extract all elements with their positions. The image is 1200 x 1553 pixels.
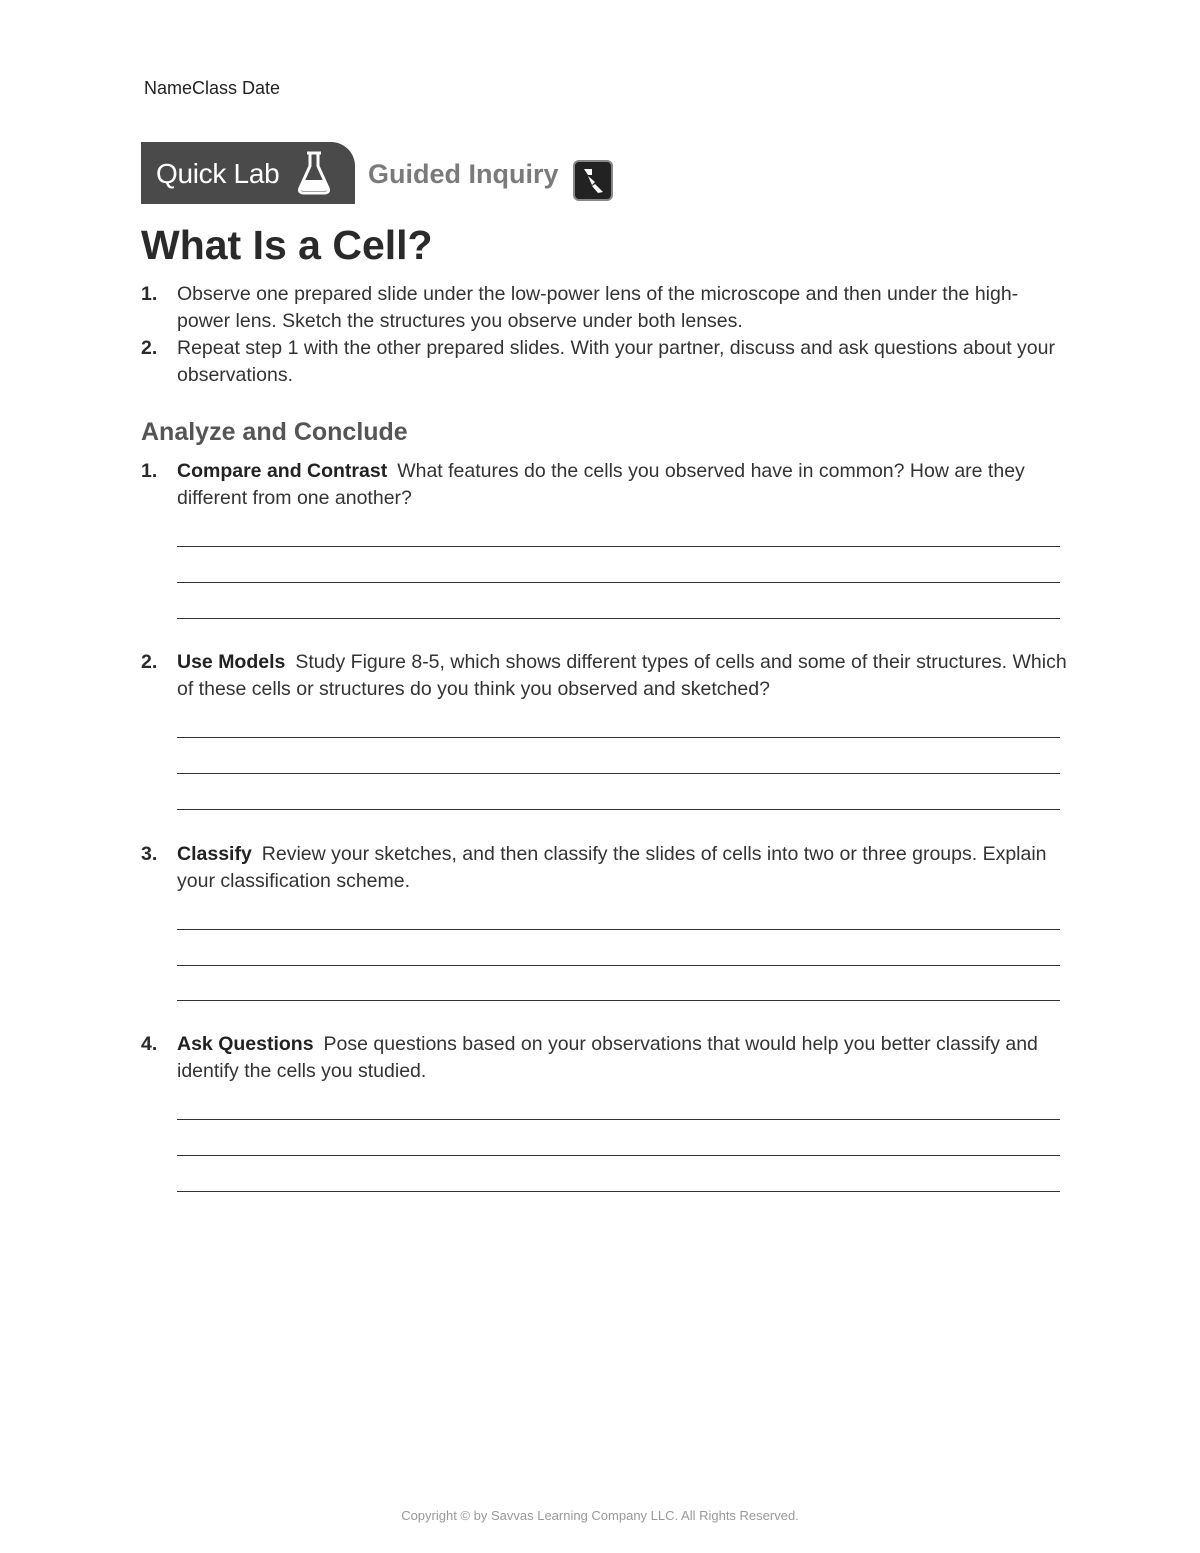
procedure-step (141, 281, 1071, 335)
question-text: Study Figure 8-5, which shows different types of cells and some of their structures. Which of these cells or structures do you think you observed and sketched? (177, 651, 1067, 700)
answer-line[interactable] (177, 929, 1060, 930)
answer-line[interactable] (177, 1191, 1060, 1192)
copyright-footer: Copyright © by Savvas Learning Company LLC. All Rights Reserved. (401, 1508, 799, 1523)
question-keyword: Ask Questions (177, 1033, 314, 1055)
procedure-steps (141, 281, 1071, 389)
answer-line[interactable] (177, 582, 1060, 583)
answer-line[interactable] (177, 618, 1060, 619)
answer-line[interactable] (177, 1155, 1060, 1156)
answer-line[interactable] (177, 965, 1060, 966)
question-keyword: Compare and Contrast (177, 460, 388, 482)
analyze-question (141, 649, 1082, 703)
question-keyword: Use Models (177, 651, 286, 673)
analyze-question (141, 458, 1082, 512)
question-number: 2. (141, 651, 158, 673)
step-text: Observe one prepared slide under the low-power lens of the microscope and then under the high-power lens. Sketch the structures you observe under both lenses. (177, 283, 1019, 332)
answer-line[interactable] (177, 809, 1060, 810)
inquiry-icon (573, 160, 613, 201)
question-number: 3. (141, 843, 158, 865)
question-text: Pose questions based on your observations that would help you better classify and identify the cells you studied. (177, 1033, 1038, 1082)
name-class-date-header: NameClass Date (144, 78, 281, 98)
analyze-heading: Analyze and Conclude (141, 418, 408, 446)
question-text: Review your sketches, and then classify the slides of cells into two or three groups. Explain your classification scheme. (177, 843, 1047, 892)
question-text: What features do the cells you observed have in common? How are they different from one another? (177, 460, 1025, 509)
analyze-question (141, 841, 1082, 895)
analyze-question (141, 1031, 1082, 1085)
step-number: 2. (141, 337, 158, 359)
answer-line[interactable] (177, 1000, 1060, 1001)
step-number: 1. (141, 283, 158, 305)
quick-lab-label: Quick Lab (156, 158, 280, 189)
page-title: What Is a Cell? (141, 222, 433, 268)
answer-line[interactable] (177, 773, 1060, 774)
answer-line[interactable] (177, 1119, 1060, 1120)
question-number: 4. (141, 1033, 158, 1055)
quick-lab-badge (141, 142, 355, 204)
answer-line[interactable] (177, 546, 1060, 547)
step-text: Repeat step 1 with the other prepared slides. With your partner, discuss and ask questions about your observations. (177, 337, 1055, 386)
guided-inquiry-label: Guided Inquiry (368, 159, 559, 189)
procedure-step (141, 335, 1071, 389)
flask-icon (296, 150, 332, 196)
question-number: 1. (141, 460, 158, 482)
answer-line[interactable] (177, 737, 1060, 738)
question-keyword: Classify (177, 843, 252, 865)
